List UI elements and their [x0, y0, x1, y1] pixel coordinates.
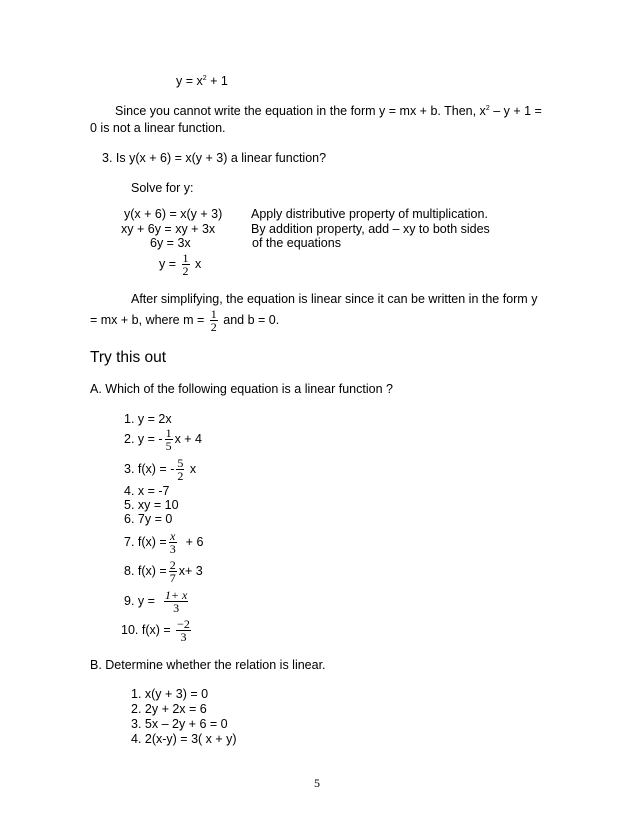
fraction: $\frac{1}{2}$: [182, 251, 189, 279]
fraction: $\frac{1+ x}{3}$: [164, 588, 188, 616]
part-a-prompt: A. Which of the following equation is a linear function ?: [90, 382, 393, 396]
list-item: 10. f(x) = $\frac{-2}{3}$: [121, 617, 190, 645]
final-equation: y = $\frac{1}{2}$ x: [159, 251, 202, 279]
list-item: 4. x = -7: [124, 484, 170, 498]
fraction: $\frac{1}{2}$: [210, 307, 217, 335]
section-heading: Try this out: [90, 349, 167, 366]
list-item: 3. f(x) = - $\frac{5}{2}$ x: [124, 456, 197, 484]
list-item: 1. x(y + 3) = 0: [131, 687, 209, 701]
step-note: Apply distributive property of multiplication.: [251, 207, 488, 221]
step-note: By addition property, add – xy to both sides: [251, 222, 490, 236]
conclusion-line: = mx + b, where m = $\frac{1}{2}$ and b = 0.: [90, 307, 280, 335]
list-item: 4. 2(x-y) = 3( x + y): [131, 732, 237, 746]
question-3: 3. Is y(x + 6) = x(y + 3) a linear function?: [102, 151, 327, 165]
list-item: 8. f(x) = $\frac{2}{7}$ x+ 3: [124, 558, 203, 586]
list-item: 1. y = 2x: [124, 412, 172, 426]
list-item: 3. 5x – 2y + 6 = 0: [131, 717, 228, 731]
paragraph-line: 0 is not a linear function.: [90, 121, 226, 135]
equation-y-x2-plus-1: $y = x^2 + 1$: [176, 74, 228, 88]
fraction: $\frac{1}{5}$: [165, 426, 172, 454]
step-equation: xy + 6y = xy + 3x: [121, 222, 216, 236]
fraction: $\frac{-2}{3}$: [177, 617, 190, 645]
list-item: 6. 7y = 0: [124, 512, 173, 526]
fraction: $\frac{5}{2}$: [177, 456, 184, 484]
step-note: of the equations: [252, 236, 341, 250]
solve-for-label: Solve for y:: [131, 181, 194, 195]
list-item: 2. y = - $\frac{1}{5}$ x + 4: [124, 426, 203, 454]
step-equation: 6y = 3x: [150, 236, 191, 250]
fraction: $\frac{2}{7}$: [169, 558, 176, 586]
part-b-prompt: B. Determine whether the relation is linear.: [90, 658, 326, 672]
fraction: $\frac{x}{3}$: [169, 529, 176, 557]
list-item: 7. f(x) = $\frac{x}{3}$ + 6: [124, 529, 204, 557]
conclusion-line: After simplifying, the equation is linear since it can be written in the form y: [131, 292, 538, 306]
step-equation: y(x + 6) = x(y + 3): [124, 207, 223, 221]
page-number: 5: [314, 776, 320, 790]
paragraph-line: Since you cannot write the equation in the form y = mx + b. Then, $x^2 - y + 1$ =: [115, 104, 542, 118]
list-item: 9. y = $\frac{1+ x}{3}$: [124, 588, 188, 616]
list-item: 2. 2y + 2x = 6: [131, 702, 207, 716]
list-item: 5. xy = 10: [124, 498, 179, 512]
